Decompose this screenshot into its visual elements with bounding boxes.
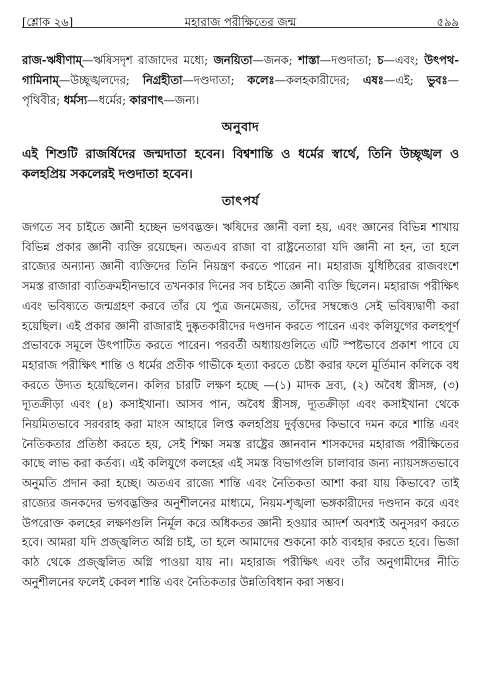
synonym-meaning: —জনক; [252,53,293,67]
synonym-meaning: —ঋষিসদৃশ রাজাদের মধ্যে; [81,53,209,67]
synonym-term: শাস্তা [298,53,320,67]
synonym-meaning: —উচ্ছৃঙ্খলদের; [58,73,130,87]
synonym-term: কলেঃ [247,73,275,87]
synonym-meaning: —জন্য। [163,93,200,107]
translation-heading: অনুবাদ [221,119,260,134]
synonym-term: জনয়িতা [213,53,253,67]
synonym-term: ধর্মস্য [63,93,88,107]
purport-body [22,218,459,592]
synonym-meaning: —পৃথিবীর; [22,73,459,107]
synonym-term: নিগ্রহীতা [142,73,183,87]
synonym-meaning: —এবং; [383,53,419,67]
page-number: ৫৯৯ [436,15,459,29]
purport-heading: তাৎপর্য [221,193,260,208]
synonym-meaning: —কলহকারীদের; [274,73,350,87]
translation-text: এই শিশুটি রাজর্ষিদের জন্মদাতা হবেন। বিশ্বশান্তি ও ধর্মের স্বার্থে, তিনি উচ্ছৃঙ্খল ও কলহপ্রিয় সকলেরই দণ্ডদাতা হবেন। [22,146,459,181]
synonym-meaning: —ধর্মের; [87,93,127,107]
word-for-word-synonyms [22,50,459,110]
header-divider [22,27,459,28]
synonym-term: কারণাৎ [129,93,164,107]
synonym-term: ভুবঃ [426,73,448,87]
synonym-meaning: —দণ্ডদাতা; [182,73,235,87]
synonym-term: চ [377,53,384,67]
synonym-meaning: —দণ্ডদাতা; [319,53,372,67]
synonym-meaning: —এই; [383,73,414,87]
synonym-term: এষঃ [362,73,384,87]
chapter-title: মহারাজ পরীক্ষিতের জন্ম [184,15,297,29]
synonym-term: উৎপথ-গামিনাম্ [22,53,459,87]
verse-reference: [শ্লোক ২৬] [22,15,74,29]
synonym-term: রাজ-ঋষীণাম্ [22,53,82,67]
purport-paragraph: জগতে সব চাইতে জ্ঞানী হচ্ছেন ভগবদ্ভক্ত। ঋষিদের জ্ঞানী বলা হয়, এবং জ্ঞানের বিভিন্ন শাখায় বিভিন্ন প্রকার জ্ঞানী ব্যক্তি রয়েছেন। অতএব রাজা বা রাষ্ট্রনেতারা যদি জ্ঞানী না হন, তা হলে রাজ্যের অন্যান্য জ্ঞানী ব্যক্তিদের তিনি নিয়ন্ত্রণ করতে পারেন না। মহারাজ যুধিষ্ঠিরের রাজবংশে সমস্ত রাজারা ব্যতিক্রমহীনভাবে তখনকার দিনের সব চাইতে জ্ঞানী ব্যক্তি ছিলেন। মহারাজ পরীক্ষিৎ এবং ভবিষ্যতে জন্মগ্রহণ করবে তাঁর যে পুত্র জনমেজয়, তাঁদের সম্বন্ধেও সেই ভবিষ্যদ্বাণী করা হয়েছিল। এই প্রকার জ্ঞানী রাজারাই দুষ্কৃতকারীদের দণ্ডদান করতে পারেন এবং কলিযুগের কলহপূর্ণ প্রভাবকে সমূলে উৎপাটিত করতে পারেন। পরবর্তী অধ্যায়গুলিতে এটি স্পষ্টভাবে প্রকাশ পাবে যে মহারাজ পরীক্ষিৎ শান্তি ও ধর্মের প্রতীক গাভীকে হত্যা করতে চেষ্টা করার ফলে মূর্তিমান কলিকে বধ করতে উদ্যত হয়েছিলেন। কলির চারটি লক্ষণ হচ্ছে —(১) মাদক দ্রব্য, (২) অবৈধ স্ত্রীসঙ্গ, (৩) দ্যূতক্রীড়া এবং (৪) কসাইখানা। আসব পান, অবৈধ স্ত্রীসঙ্গ, দ্যূতক্রীড়া এবং কসাইখানা থেকে নিয়মিতভাবে সরবরাহ করা মাংস আহারে লিপ্ত কলহপ্রিয় দুর্বৃত্তদের কিভাবে দমন করে শান্তি এবং নৈতিকতার প্রতিষ্ঠা করতে হয়, সেই শিক্ষা সমস্ত রাষ্ট্রের জ্ঞানবান শাসকদের মহারাজ পরীক্ষিতের কাছে লাভ করা কর্তব্য। এই কলিযুগে কলহের এই সমস্ত বিভাগগুলি চালাবার জন্য ন্যায়সঙ্গতভাবে অনুমতি প্রদান করা হচ্ছে। অতএব রাজ্যে শান্তি এবং নৈতিকতা আশা করা যায় কিভাবে? তাই রাজ্যের জনকদের ভগবদ্ভক্তির অনুশীলনের মাধ্যমে, নিয়ম-শৃঙ্খলা ভঙ্গকারীদের দণ্ডদান করে এবং উপরোক্ত কলহের লক্ষণগুলি নির্মূল করে অধিকতর জ্ঞানী হওয়ার আদর্শ অবশ্যই অনুসরণ করতে হবে। আমরা যদি প্রজ্জ্বলিত অগ্নি চাই, তা হলে আমাদের শুকনো কাঠ ব্যবহার করতে হবে। ভিজা কাঠ থেকে প্রজ্জ্বলিত অগ্নি পাওয়া যায় না। মহারাজ পরীক্ষিৎ এবং তাঁর অনুগামীদের নীতি অনুশীলনের ফলেই কেবল শান্তি এবং নৈতিকতার উন্নতিবিধান করা সম্ভব। [22,221,460,589]
running-header [22,10,459,34]
